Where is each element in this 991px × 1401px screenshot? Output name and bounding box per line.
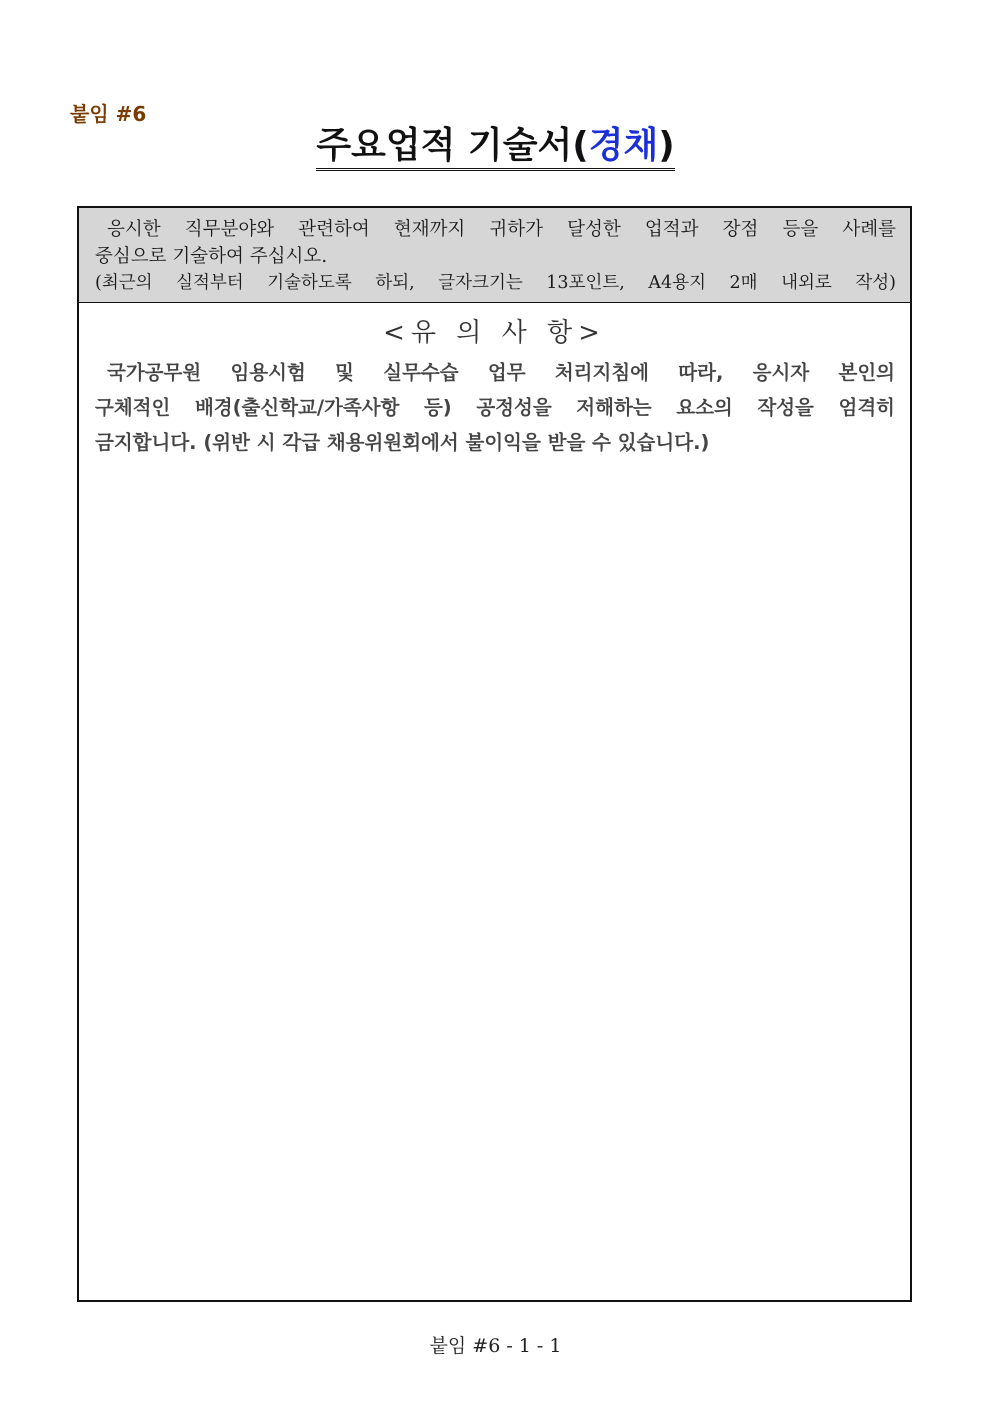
attachment-label: 붙임 #6 bbox=[70, 102, 147, 126]
notice-heading: <유 의 사 항> bbox=[383, 318, 606, 348]
title-main-text: 주요업적 기술서 bbox=[316, 125, 573, 166]
writing-frame bbox=[77, 206, 912, 1302]
notice-line-3: 금지합니다. (위반 시 각급 채용위원회에서 불이익을 받을 수 있습니다.) bbox=[95, 431, 710, 454]
title-bracket-close: ) bbox=[658, 125, 675, 166]
notice-line-1: 국가공무원 임용시험 및 실무수습 업무 처리지침에 따라, 응시자 본인의 bbox=[107, 361, 895, 384]
title-accent-text: 경채 bbox=[588, 125, 659, 166]
instruction-line-2: 중심으로 기술하여 주십시오. bbox=[95, 246, 328, 267]
instruction-line-3: (최근의 실적부터 기술하도록 하되, 글자크기는 13포인트, A4용지 2매 내외로 작성) bbox=[95, 273, 896, 293]
document-title-underlined bbox=[316, 124, 674, 171]
instruction-line-1: 응시한 직무분야와 관련하여 현재까지 귀하가 달성한 업적과 장점 등을 사례를 bbox=[107, 219, 896, 240]
instruction-box bbox=[79, 208, 910, 303]
notice-line-2: 구체적인 배경(출신학교/가족사항 등) 공정성을 저해하는 요소의 작성을 엄격히 bbox=[95, 396, 895, 419]
title-bracket-open: ( bbox=[572, 125, 589, 166]
document-title bbox=[0, 122, 991, 171]
notice-body bbox=[95, 355, 895, 460]
page-footer: 붙임 #6 - 1 - 1 bbox=[429, 1335, 562, 1357]
